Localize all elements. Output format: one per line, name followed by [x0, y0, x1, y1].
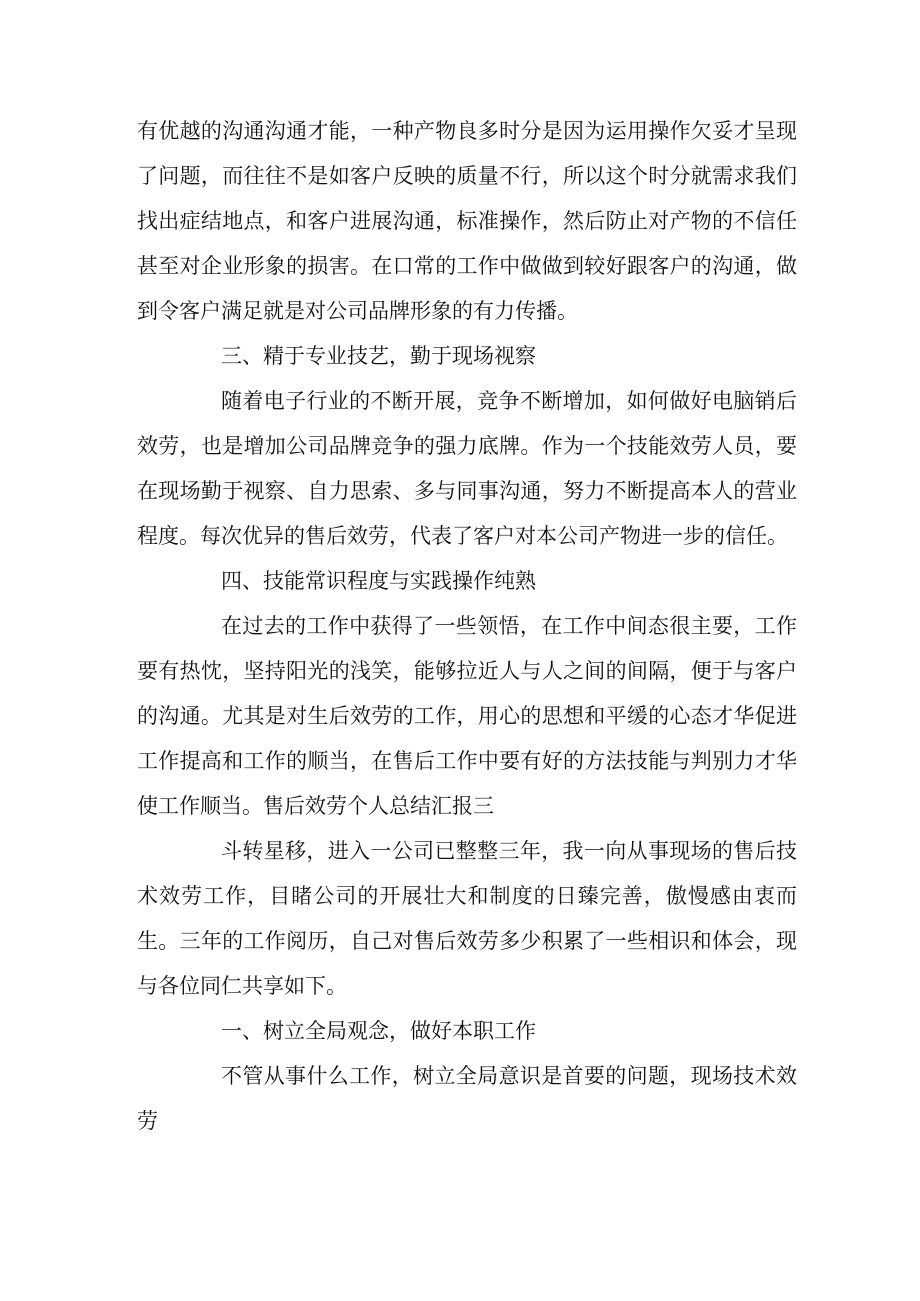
- section-heading-3: 三、精于专业技艺，勤于现场视察: [221, 344, 536, 368]
- paragraph: 在过去的工作中获得了一些领悟，在工作中间态很主要，工作要有热忱，坚持阳光的浅笑，能够拉近人与人之间的间隔，便于与客户的沟通。尤其是对生后效劳的工作，用心的思想和平缓的心态才华促进工作提高和工作的顺当，在售后工作中要有好的方法技能与判别力才华使工作顺当。售后效劳个人总结汇报三: [137, 614, 797, 818]
- section-heading-1: 一、树立全局观念，做好本职工作: [221, 1019, 536, 1043]
- document-body: [137, 109, 797, 1144]
- paragraph: 随着电子行业的不断开展，竞争不断增加，如何做好电脑销后效劳，也是增加公司品牌竞争的强力底牌。作为一个技能效劳人员，要在现场勤于视察、自力思索、多与同事沟通，努力不断提高本人的营业程度。每次优异的售后效劳，代表了客户对本公司产物进一步的信任。: [137, 389, 797, 548]
- paragraph: 斗转星移，进入一公司已整整三年，我一向从事现场的售后技术效劳工作，目睹公司的开展壮大和制度的日臻完善，傲慢感由衷而生。三年的工作阅历，自己对售后效劳多少积累了一些相识和体会，现与各位同仁共享如下。: [137, 839, 797, 998]
- paragraph-continuation: 有优越的沟通沟通才能，一种产物良多时分是因为运用操作欠妥才呈现了问题，而往往不是如客户反映的质量不行，所以这个时分就需求我们找出症结地点，和客户进展沟通，标准操作，然后防止对产物的不信任甚至对企业形象的损害。在口常的工作中做做到较好跟客户的沟通，做到令客户满足就是对公司品牌形象的有力传播。: [137, 119, 797, 323]
- paragraph: 不管从事什么工作，树立全局意识是首要的问题，现场技术效劳: [137, 1064, 797, 1133]
- section-heading-4: 四、技能常识程度与实践操作纯熟: [221, 569, 536, 593]
